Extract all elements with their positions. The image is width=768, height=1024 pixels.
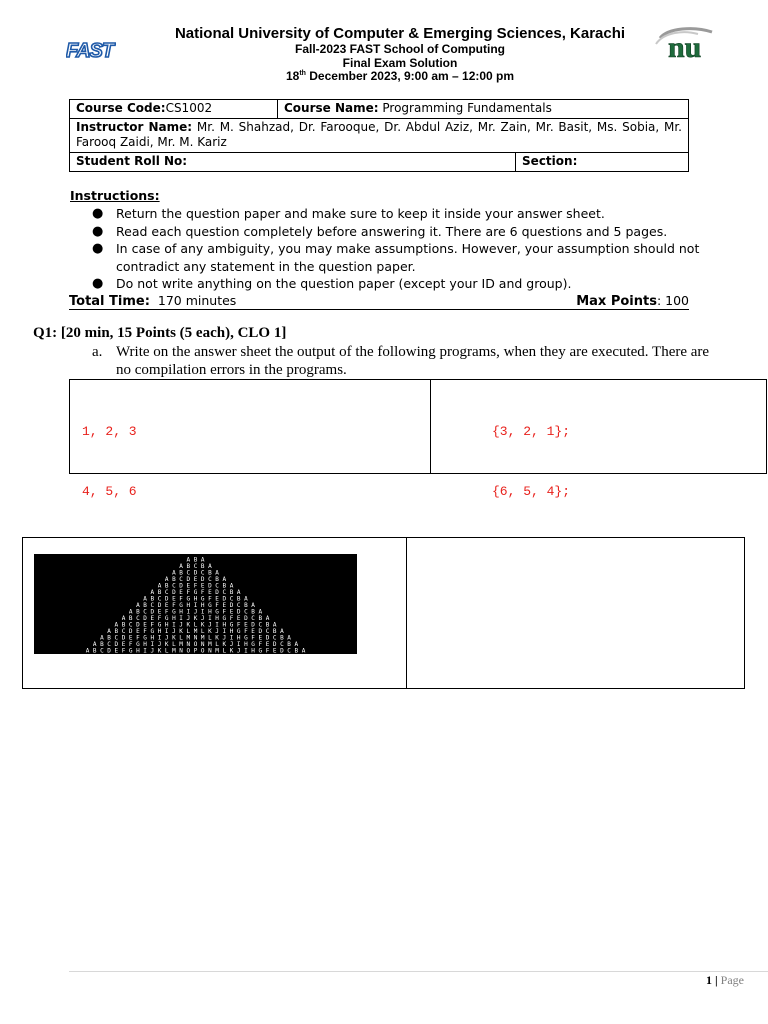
pattern-row: A B C D C B A xyxy=(172,569,219,576)
output-line: 4, 5, 6 xyxy=(82,484,137,499)
fast-logo xyxy=(66,37,116,61)
max-points xyxy=(576,293,689,309)
pattern-row: A B C D E F G H I J K J I H G F E D C B A xyxy=(121,614,270,622)
course-name-value: Programming Fundamentals xyxy=(378,101,552,115)
instructor-label: Instructor Name: xyxy=(76,120,193,134)
pattern-row: A B C D E F G H G F E D C B A xyxy=(143,595,248,602)
pattern-row: A B C D E F E D C B A xyxy=(157,582,234,589)
fast-logo-text: FAST xyxy=(66,40,114,61)
output-line: {6, 5, 4}; xyxy=(492,484,571,499)
question-part-letter: a. xyxy=(92,344,103,360)
exam-title: Final Exam Solution xyxy=(342,56,458,70)
answer-output-left xyxy=(82,382,137,522)
date-rest: December 2023, 9:00 am – 12:00 pm xyxy=(305,69,515,83)
pattern-row: A B C D E F G H I J K L M N O N M L K J I H G F E D C B A xyxy=(92,640,299,648)
question-part-text: Write on the answer sheet the output of the following programs, when they are executed. There are no compilation errors in the programs. xyxy=(116,344,710,378)
bullet-icon: ● xyxy=(92,206,104,221)
instruction-item xyxy=(92,205,702,223)
course-code-cell xyxy=(70,100,278,119)
course-code-label: Course Code: xyxy=(76,101,166,115)
instruction-text: In case of any ambiguity, you may make assumptions. However, your assumption should not contradict any statement in the question paper. xyxy=(116,241,700,274)
instruction-text: Return the question paper and make sure to keep it inside your answer sheet. xyxy=(116,206,605,221)
pattern-row: A B C D E F G H I J K L M L K J I H G F E D C B A xyxy=(107,627,284,635)
pattern-row: A B C D E D C B A xyxy=(164,575,227,583)
pattern-row: A B C D E F G H I J I H G F E D C B A xyxy=(128,608,263,615)
bullet-icon: ● xyxy=(92,223,104,239)
page-number: 1 xyxy=(706,973,713,987)
course-info-table xyxy=(69,99,689,172)
roll-no-label: Student Roll No: xyxy=(76,154,188,168)
bullet-icon: ● xyxy=(92,241,104,256)
output-line: 1, 2, 3 xyxy=(82,424,137,439)
output-line: {3, 2, 1}; xyxy=(492,424,571,439)
total-time xyxy=(69,293,236,309)
pattern-row: A B C D E F G H I J K L K J I H G F E D C B A xyxy=(114,621,277,628)
total-time-label: Total Time: xyxy=(69,294,150,309)
date-day: 18 xyxy=(285,69,300,83)
pattern-row: A B C D E F G H I H G F E D C B A xyxy=(136,601,255,609)
terminal-output-image xyxy=(34,554,357,654)
section-label: Section: xyxy=(522,154,578,168)
instructions-heading: Instructions: xyxy=(70,188,160,203)
pattern-row: A B C D E F G F E D C B A xyxy=(150,588,241,596)
roll-no-cell xyxy=(70,153,516,172)
pattern-row: A B C D E F G H I J K L M N M L K J I H G F E D C B A xyxy=(100,634,291,641)
answer-box-right xyxy=(430,379,767,474)
university-title: National University of Computer & Emerging Sciences, Karachi xyxy=(174,25,626,42)
date-suffix: th xyxy=(299,70,306,77)
course-code-value: CS1002 xyxy=(165,101,213,115)
totals-row xyxy=(69,293,689,310)
section-cell xyxy=(516,153,689,172)
nu-logo-text: nu xyxy=(668,31,702,62)
question-1-heading: Q1: [20 min, 15 Points (5 each), CLO 1] xyxy=(33,325,287,341)
course-name-label: Course Name: xyxy=(284,101,379,115)
pattern-row: A B C D E F G H I J K L M N O P O N M L K J I H G F E D C B A xyxy=(85,647,306,654)
pattern-row: A B A xyxy=(186,556,205,563)
instruction-item xyxy=(92,240,702,275)
total-time-value: 170 minutes xyxy=(149,293,237,308)
instruction-text: Read each question completely before answering it. There are 6 questions and 5 pages. xyxy=(116,223,668,239)
instruction-item xyxy=(92,275,702,293)
instructions-list xyxy=(92,205,702,293)
instruction-item xyxy=(92,223,702,241)
instructor-cell xyxy=(70,119,689,153)
instruction-text: Do not write anything on the question paper (except your ID and group). xyxy=(116,276,572,291)
page-footer xyxy=(706,973,744,988)
instructor-value: Mr. M. Shahzad, Dr. Farooque, Dr. Abdul Aziz, Mr. Zain, Mr. Basit, Ms. Sobia, Mr. Farooq Zaidi, Mr. M. Kariz xyxy=(76,120,682,149)
max-points-label: Max Points xyxy=(576,294,657,309)
page-label: Page xyxy=(720,973,744,987)
pattern-box-right xyxy=(406,537,745,689)
bullet-icon: ● xyxy=(92,276,104,291)
max-points-value: : 100 xyxy=(656,293,689,308)
school-subtitle: Fall-2023 FAST School of Computing xyxy=(294,42,505,56)
exam-date xyxy=(120,69,680,83)
course-name-cell xyxy=(278,100,689,119)
pattern-row: A B C B A xyxy=(179,562,212,570)
footer-divider xyxy=(69,971,768,972)
page-separator: | xyxy=(712,973,721,987)
